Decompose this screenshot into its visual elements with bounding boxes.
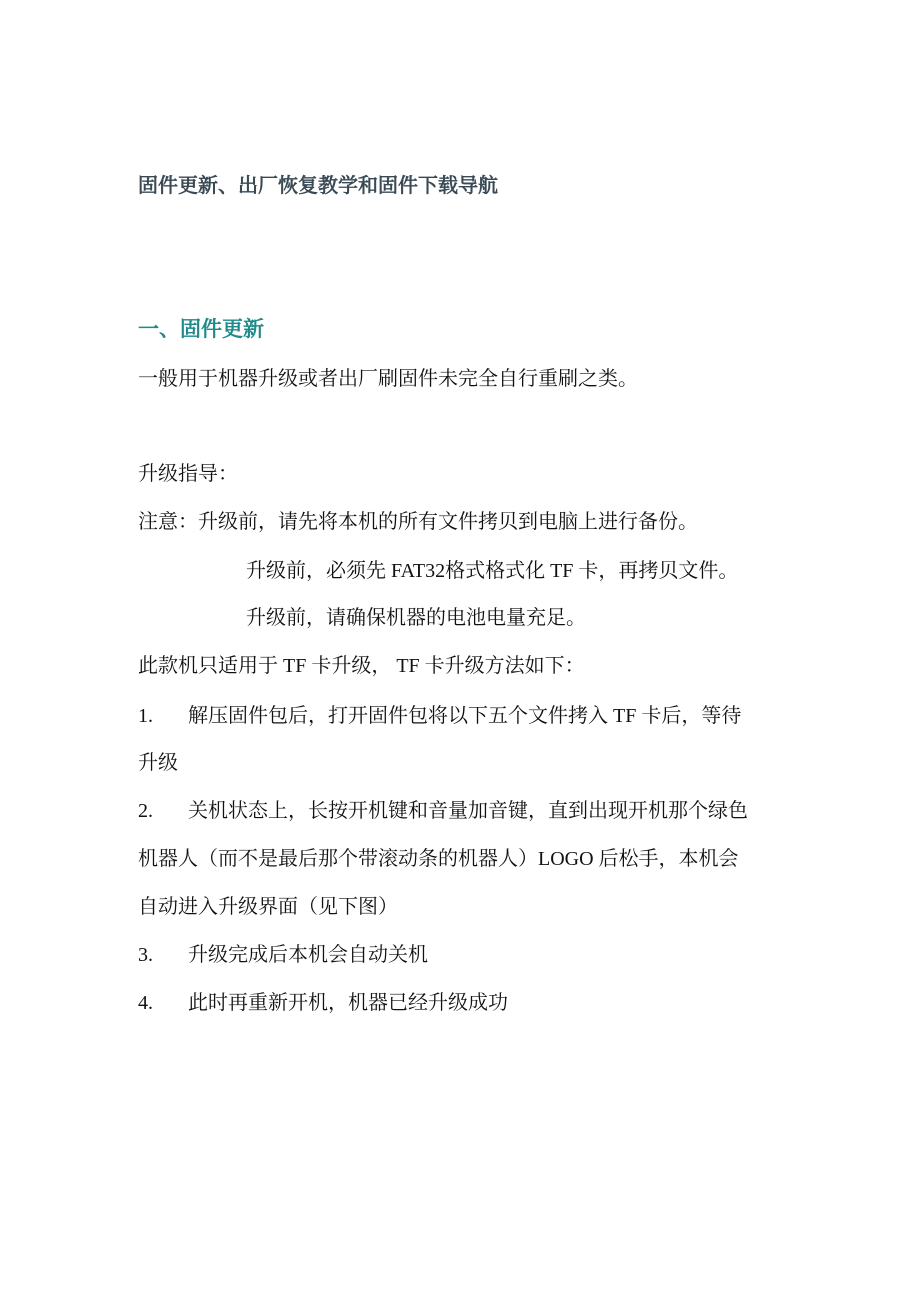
step-text: 升级完成后本机会自动关机 [188,944,428,966]
section-heading-firmware-update: 一、固件更新 [138,317,264,341]
intro-paragraph: 一般用于机器升级或者出厂刷固件未完全自行重刷之类。 [138,368,638,390]
method-intro: 此款机只适用于 TF 卡升级， TF 卡升级方法如下： [138,655,585,677]
upgrade-guide-label: 升级指导： [138,463,238,485]
step-2-continuation: 机器人（而不是最后那个带滚动条的机器人）LOGO 后松手，本机会 [138,848,739,870]
note-backup: 注意：升级前，请先将本机的所有文件拷贝到电脑上进行备份。 [138,511,698,533]
step-number: 1. [138,705,153,727]
step-3 [138,941,428,969]
step-1 [138,702,741,730]
step-number: 3. [138,944,153,966]
step-2 [138,797,748,825]
step-4 [138,989,508,1017]
step-1-continuation: 升级 [138,752,178,774]
document-title: 固件更新、出厂恢复教学和固件下载导航 [138,175,498,197]
step-2-continuation: 自动进入升级界面（见下图） [138,896,398,918]
step-number: 4. [138,992,153,1014]
step-number: 2. [138,800,153,822]
step-text: 关机状态上，长按开机键和音量加音键，直到出现开机那个绿色 [188,800,748,822]
step-text: 解压固件包后，打开固件包将以下五个文件拷入 TF 卡后，等待 [188,705,742,727]
note-format-tf: 升级前，必须先 FAT32格式格式化 TF 卡，再拷贝文件。 [246,560,739,582]
note-battery: 升级前，请确保机器的电池电量充足。 [246,607,586,629]
step-text: 此时再重新开机，机器已经升级成功 [188,992,508,1014]
